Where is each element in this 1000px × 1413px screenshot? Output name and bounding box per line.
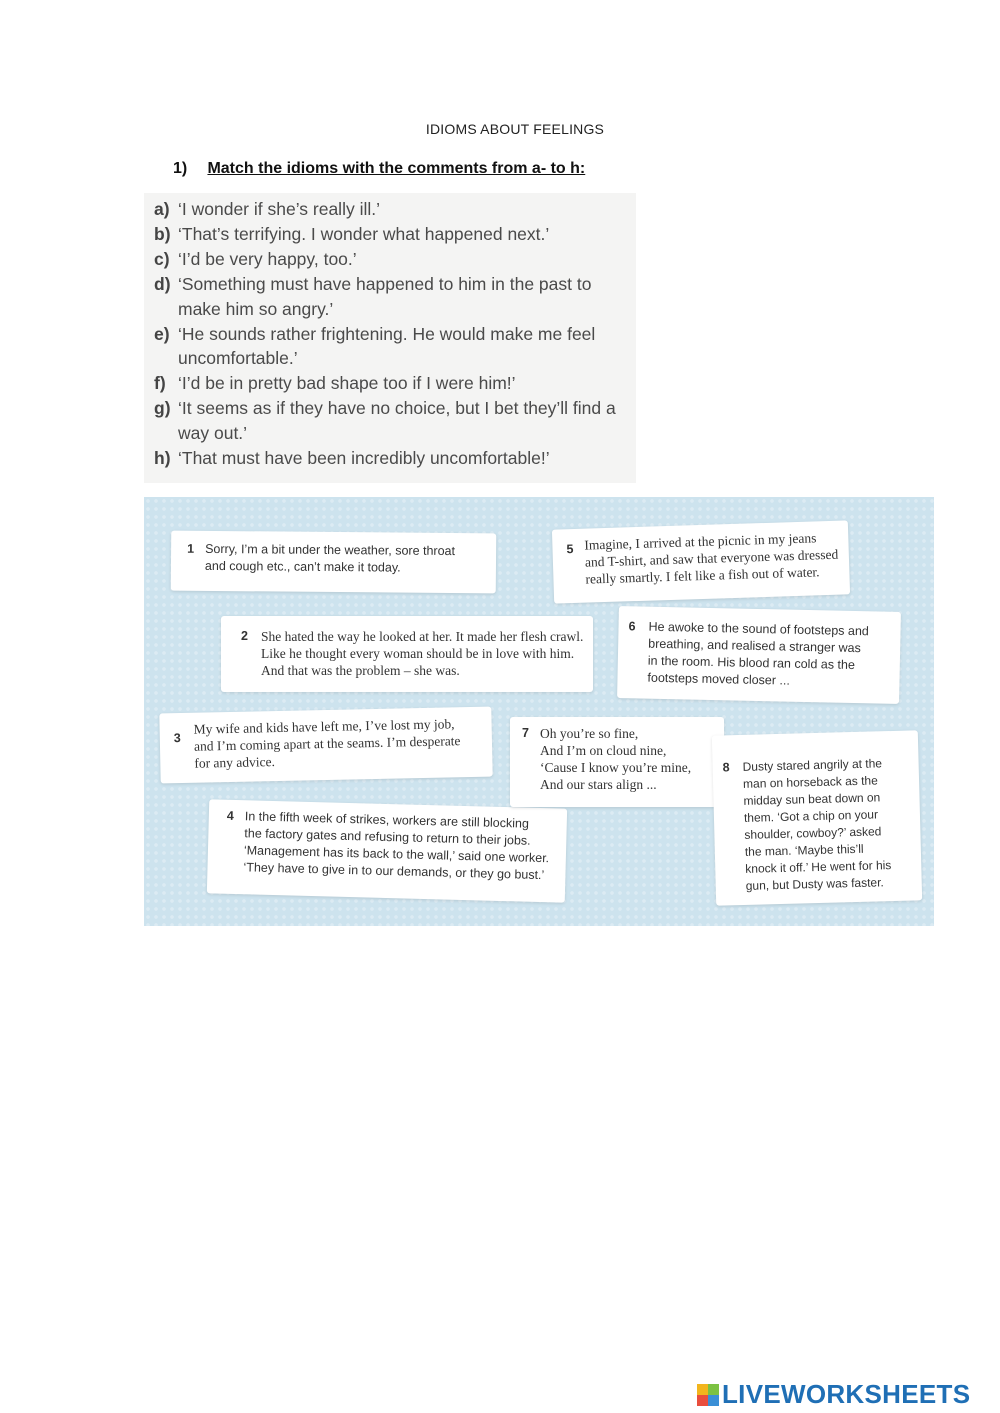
comment-letter: a) bbox=[154, 199, 170, 219]
comments-box bbox=[144, 193, 636, 483]
comment-text: ‘I wonder if she’s really ill.’ bbox=[178, 199, 380, 219]
comment-text: ‘That must have been incredibly uncomfortable!’ bbox=[178, 447, 550, 468]
text-number: 6 bbox=[628, 619, 636, 634]
text-body: He awoke to the sound of footsteps and breathing, and realised a stranger was in the room. His blood ran cold as the footsteps moved closer ... bbox=[647, 619, 869, 688]
logo-square-icon bbox=[697, 1384, 708, 1395]
instruction-number: 1) bbox=[173, 160, 188, 177]
text-card-2 bbox=[221, 616, 593, 692]
text-number: 5 bbox=[566, 542, 574, 557]
text-card-4 bbox=[207, 799, 567, 902]
comment-item-d bbox=[154, 272, 636, 321]
comment-item-h bbox=[154, 446, 636, 471]
text-body: Sorry, I’m a bit under the weather, sore throat and cough etc., can’t make it today. bbox=[204, 541, 456, 575]
logo-mark-icon bbox=[697, 1384, 719, 1406]
comment-letter: h) bbox=[154, 447, 171, 468]
text-card-6 bbox=[617, 606, 901, 704]
comment-list bbox=[144, 193, 636, 470]
text-card-8 bbox=[712, 730, 922, 905]
logo-square-icon bbox=[708, 1384, 719, 1395]
comment-item-c bbox=[154, 247, 636, 272]
comment-letter: g) bbox=[154, 398, 171, 418]
comment-text: ‘He sounds rather frightening. He would make me feel uncomfortable.’ bbox=[178, 323, 596, 368]
comment-letter: c) bbox=[154, 249, 170, 269]
text-number: 1 bbox=[187, 541, 195, 556]
comment-item-e bbox=[154, 322, 636, 371]
instruction-text: Match the idioms with the comments from a- to h: bbox=[207, 160, 586, 177]
comment-item-b bbox=[154, 222, 636, 247]
comment-item-g bbox=[154, 396, 636, 445]
text-body: Imagine, I arrived at the picnic in my jeans and T-shirt, and saw that everyone was dressed really smartly. I felt like a fish out of water. bbox=[584, 530, 839, 587]
text-card-5 bbox=[552, 520, 850, 603]
text-number: 8 bbox=[722, 760, 730, 775]
text-body: She hated the way he looked at her. It made her flesh crawl. Like he thought every woman should be in love with him. And that was the problem – she was. bbox=[261, 629, 584, 678]
comment-text: ‘It seems as if they have no choice, but I bet they’ll find a way out.’ bbox=[178, 398, 616, 443]
worksheet-title: IDIOMS ABOUT FEELINGS bbox=[425, 121, 605, 137]
text-body: In the fifth week of strikes, workers are still blocking the factory gates and refusing to return to their jobs. ‘Management has its back to the wall,’ said one worker. ‘They have to give in to our demands, or they go bust.’ bbox=[243, 809, 550, 883]
text-number: 2 bbox=[241, 629, 248, 643]
logo-square-icon bbox=[708, 1395, 719, 1406]
instruction bbox=[173, 160, 585, 178]
text-body: Dusty stared angrily at the man on horseback as the midday sun beat down on them. ‘Got a chip on your shoulder, cowboy?’ asked the man. ‘Maybe this’ll knock it off.’ He went for his gun, but Dusty was faster. bbox=[742, 756, 892, 893]
text-number: 3 bbox=[173, 731, 181, 746]
comment-letter: b) bbox=[154, 224, 171, 244]
text-body: Oh you’re so fine, And I’m on cloud nine, ‘Cause I know you’re mine, And our stars align ... bbox=[540, 726, 692, 792]
logo-text: LIVEWORKSHEETS bbox=[722, 1379, 971, 1409]
comment-letter: e) bbox=[154, 323, 170, 344]
comment-text: ‘Something must have happened to him in the past to make him so angry.’ bbox=[178, 274, 592, 319]
text-body: My wife and kids have left me, I’ve lost my job, and I’m coming apart at the seams. I’m desperate for any advice. bbox=[193, 716, 461, 771]
text-number: 7 bbox=[522, 726, 529, 740]
comment-item-a bbox=[154, 197, 636, 222]
comment-letter: f) bbox=[154, 373, 166, 393]
text-card-3 bbox=[159, 707, 492, 784]
liveworksheets-logo bbox=[697, 1379, 970, 1410]
comment-text: ‘I’d be very happy, too.’ bbox=[178, 249, 357, 269]
texts-panel bbox=[144, 497, 934, 926]
comment-text: ‘I’d be in pretty bad shape too if I were him!’ bbox=[178, 373, 516, 393]
text-number: 4 bbox=[226, 808, 235, 823]
logo-square-icon bbox=[697, 1395, 708, 1406]
comment-item-f bbox=[154, 371, 636, 396]
text-card-7 bbox=[510, 717, 724, 807]
comment-letter: d) bbox=[154, 274, 171, 294]
text-card-1 bbox=[171, 531, 497, 594]
comment-text: ‘That’s terrifying. I wonder what happened next.’ bbox=[178, 224, 550, 244]
